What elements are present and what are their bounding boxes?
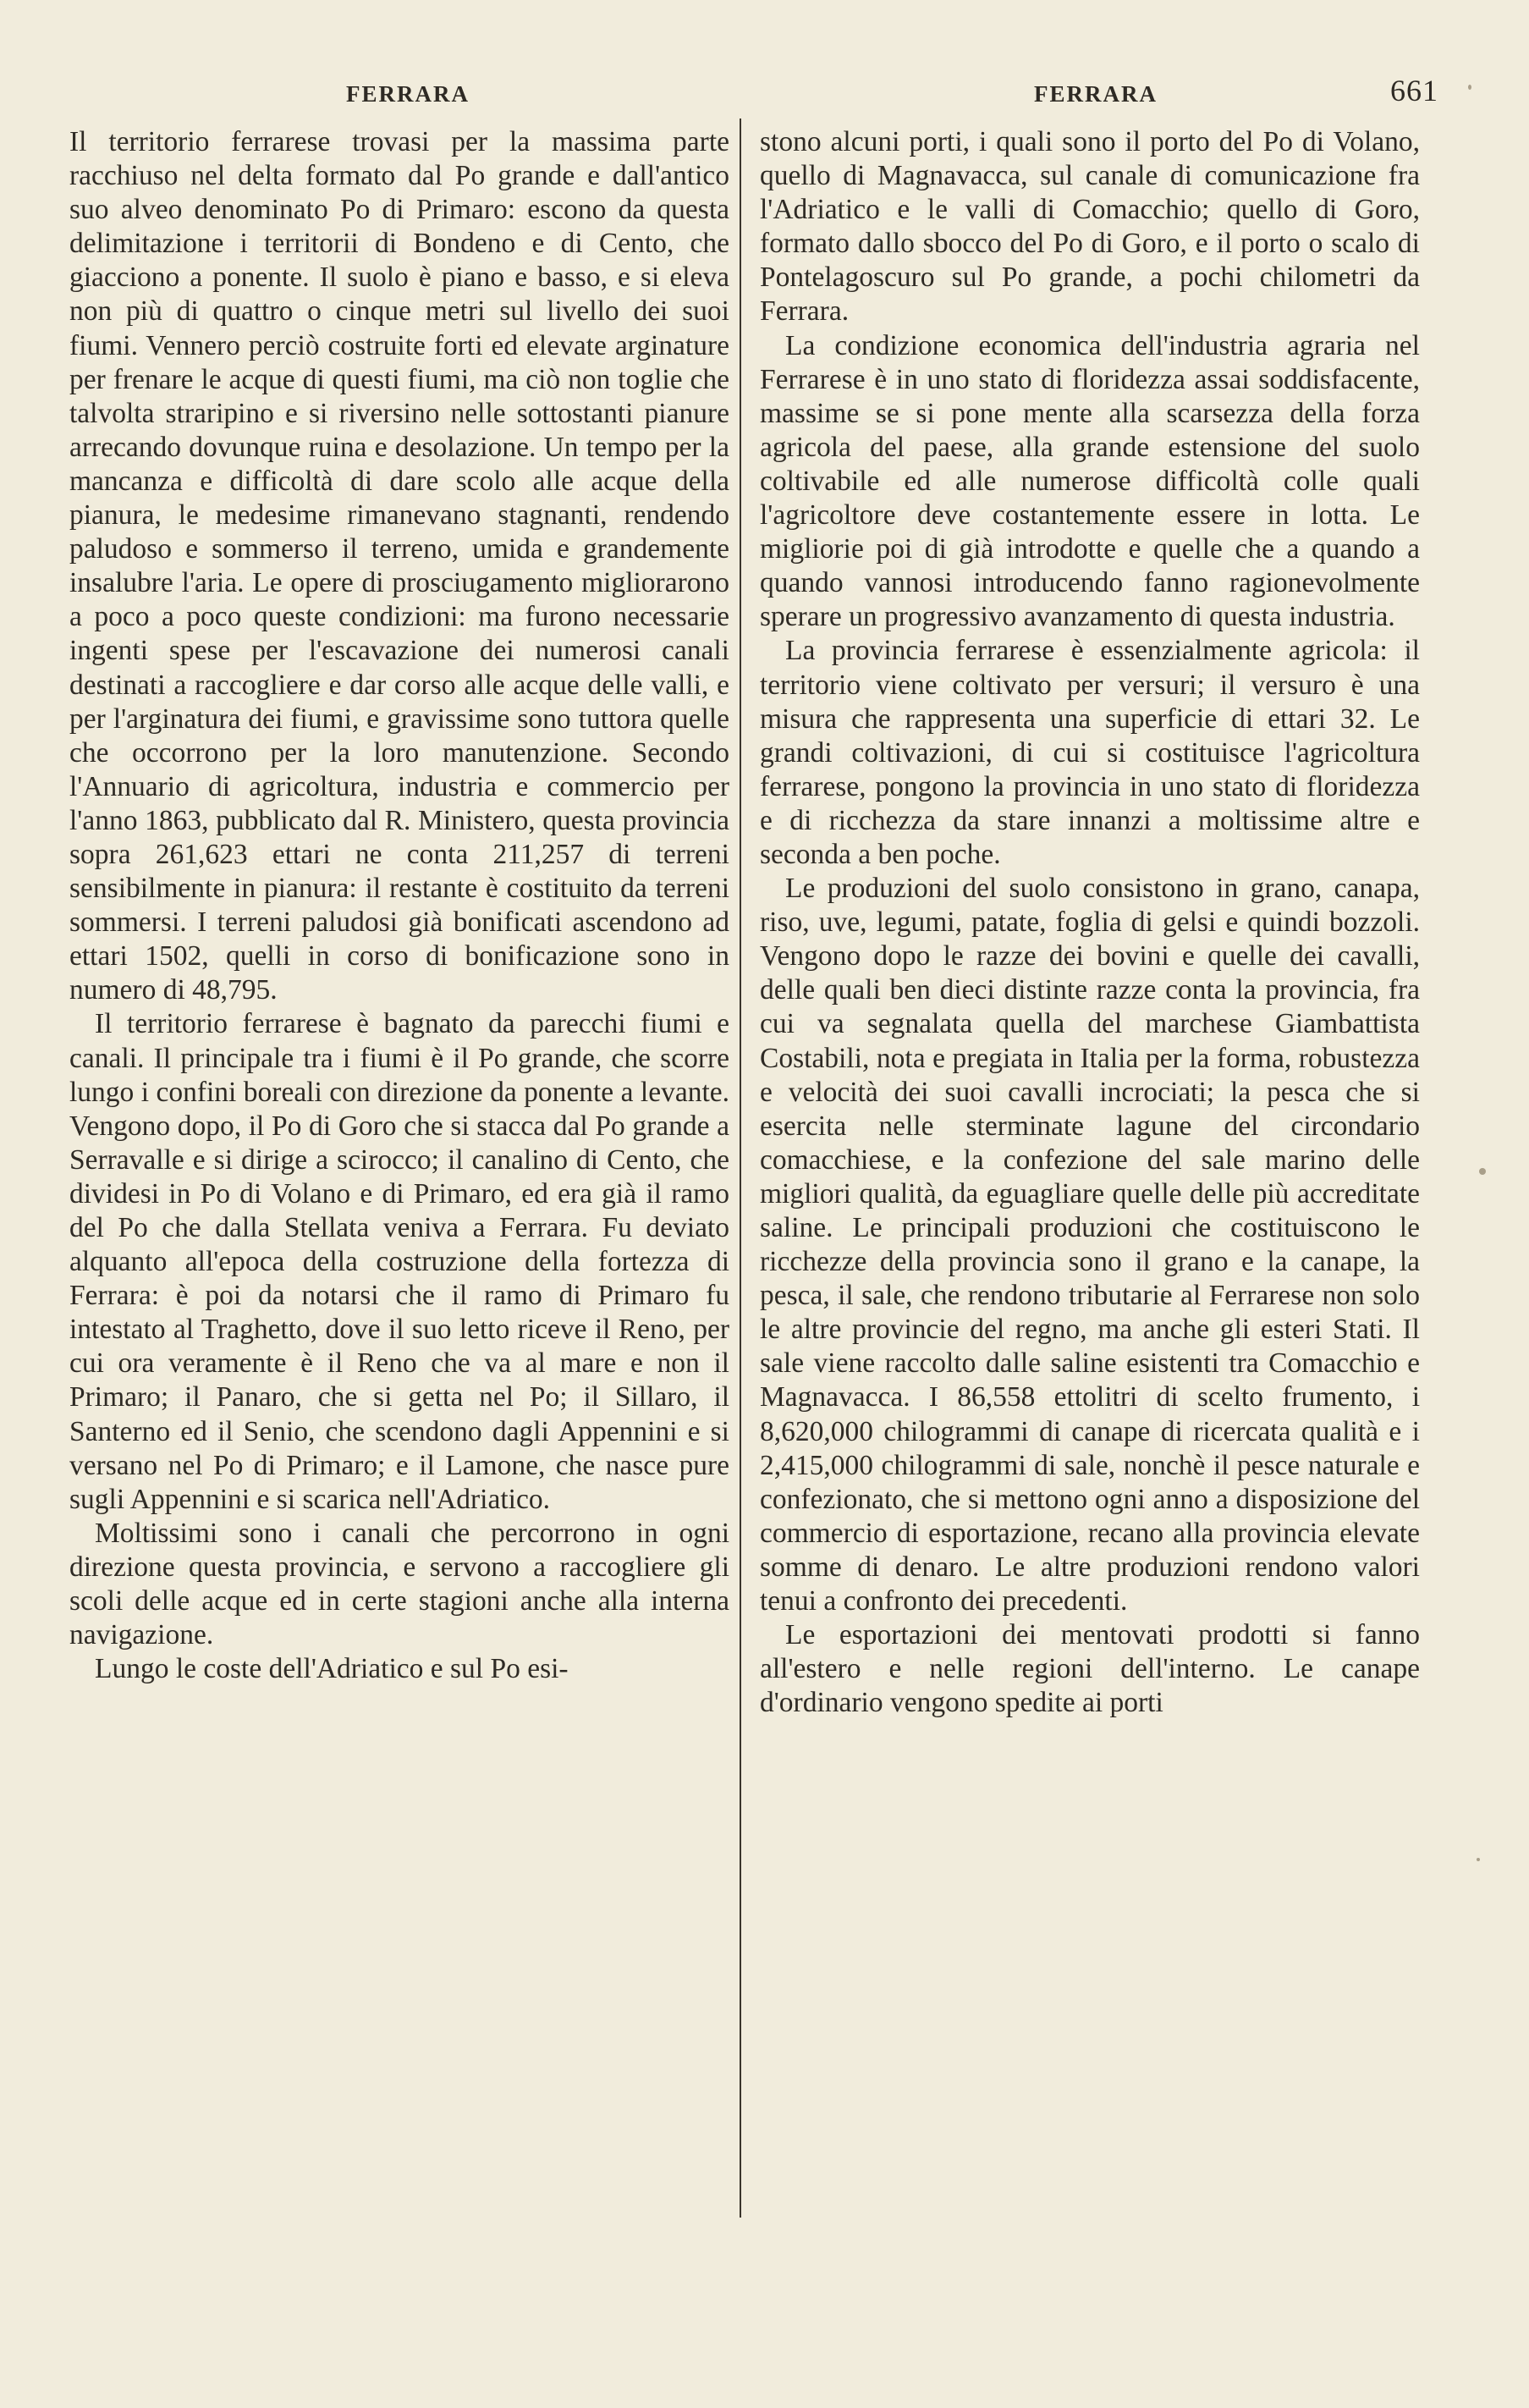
running-header-right: FERRARA [1034,81,1158,107]
right-paragraph-exports: Le esportazioni dei mentovati prodotti si fanno all'estero e nelle regioni dell'interno. Le canape d'ordinario vengono spedite ai porti [760,1619,1420,1719]
left-paragraph-rivers: Il territorio ferrarese è bagnato da parecchi fiumi e canali. Il principale tra i fiumi è il Po grande, che scorre lungo i confini boreali con direzione da ponente a levante. Vengono dopo, il Po di Goro che si stacca dal Po grande a Serravalle e si dirige a scirocco; il canalino di Cento, che dividesi in Po di Volano e di Primaro, ed era già il ramo del Po che dalla Stellata veniva a Ferrara. Fu deviato alquanto all'epoca della costruzione della fortezza di Ferrara: è poi da notarsi che il ramo di Primaro fu intestato al Traghetto, dove il suo letto riceve il Reno, per cui ora veramente è il Reno che va al mare e non il Primaro; il Panaro, che si getta nel Po; il Sillaro, il Santerno ed il Senio, che scendono dagli Appennini e si versano nel Po di Primaro; e il Lamone, che nasce pure sugli Appennini e si scarica nell'Adriatico. [69,1008,729,1515]
left-paragraph-canals: Moltissimi sono i canali che percorrono in ogni direzione questa provincia, e servono a raccogliere gli scoli delle acque ed in certe stagioni anche alla interna navigazione. [69,1517,729,1651]
page-number: 661 [1390,74,1438,107]
running-header-left: FERRARA [346,81,470,107]
left-paragraph-territory: Il territorio ferrarese trovasi per la massima parte racchiuso nel delta formato dal Po grande e dall'antico suo alveo denominato Po di Primaro: escono da questa delimitazione i territorii di Bondeno e di Cento, che giacciono a ponente. Il suolo è piano e basso, e si eleva non più di quattro o cinque metri sul livello dei suoi fiumi. Vennero perciò costruite forti ed elevate arginature per frenare le acque di questi fiumi, ma ciò non toglie che talvolta straripino e si riversino nelle sottostanti pianure arrecando dovunque ruina e desolazione. Un tempo per la mancanza e difficoltà di dare scolo alle acque della pianura, le medesime rimanevano stagnanti, rendendo paludoso e sommerso il terreno, umida e grandemente insalubre l'aria. Le opere di prosciugamento migliorarono a poco a poco queste condizioni: ma furono necessarie ingenti spese per l'escavazione dei numerosi canali destinati a raccogliere e dar corso alle acque delle valli, e per l'arginatura dei fiumi, e gravissime sono tuttora quelle che occorrono per la loro manutenzione. Secondo l'Annuario di agricoltura, industria e commercio per l'anno 1863, pubblicato dal R. Ministero, questa provincia sopra 261,623 ettari ne conta 211,257 di terreni sensibilmente in pianura: il restante è costituito da terreni sommersi. I terreni paludosi già bonificati ascendono ad ettari 1502, quelli in corso di bonificazione sono in numero di 48,795. [69,126,729,1006]
right-paragraph-economy: La condizione economica dell'industria agraria nel Ferrarese è in uno stato di floridezza assai soddisfacente, massime se si pone mente alla scarsezza della forza agricola del paese, alla grande estensione del suolo coltivabile ed alle numerose difficoltà colle quali l'agricoltore deve costantemente essere in lotta. Le migliorie poi di già introdotte e quelle che a quando a quando vannosi introducendo fanno ragionevolmente sperare un progressivo avanzamento di questa industria. [760,329,1420,633]
left-column [69,125,729,1686]
right-column [760,125,1420,1720]
column-divider [740,118,741,2218]
right-paragraph-production: Le produzioni del suolo consistono in grano, canapa, riso, uve, legumi, patate, foglia di gelsi e quindi bozzoli. Vengono dopo le razze dei bovini e quelle dei cavalli, delle quali ben dieci distinte razze conta la provincia, fra cui va segnalata quella del marchese Giambattista Costabili, nota e pregiata in Italia per la forma, robustezza e velocità dei suoi cavalli incrociati; la pesca che si esercita nelle sterminate lagune del circondario comacchiese, e la confezione del sale marino delle migliori qualità, da eguagliare quelle delle più accreditate saline. Le principali produzioni che costituiscono le ricchezze della provincia sono il grano e la canape, la pesca, il sale, che rendono tributarie al Ferrarese non solo le altre provincie del regno, ma anche gli esteri Stati. Il sale viene raccolto dalle saline esistenti tra Comacchio e Magnavacca. I 86,558 ettolitri di scelto frumento, i 8,620,000 chilogrammi di canape di ricercata qualità e i 2,415,000 chilogrammi di sale, nonchè il pesce naturale e confezionato, che si mettono ogni anno a disposizione del commercio di esportazione, recano alla provincia elevate somme di denaro. Le altre produzioni rendono valori tenui a confronto dei precedenti. [760,873,1420,1617]
right-paragraph-agriculture: La provincia ferrarese è essenzialmente agricola: il territorio viene coltivato per versuri; il versuro è una misura che rappresenta una superficie di ettari 32. Le grandi coltivazioni, di cui si costituisce l'agricoltura ferrarese, pongono la provincia in uno stato di floridezza e di ricchezza da stare innanzi a moltissime altre e seconda a ben poche. [760,635,1420,870]
right-paragraph-ports: stono alcuni porti, i quali sono il porto del Po di Volano, quello di Magnavacca, sul canale di comunicazione fra l'Adriatico e le valli di Comacchio; quello di Goro, formato dallo sbocco del Po di Goro, e il porto o scalo di Pontelagoscuro sul Po grande, a pochi chilometri da Ferrara. [760,126,1420,328]
paper-speck [1468,85,1471,90]
paper-speck [1479,1168,1486,1175]
paper-speck [1477,1858,1480,1861]
left-paragraph-coasts: Lungo le coste dell'Adriatico e sul Po esi- [95,1653,569,1685]
